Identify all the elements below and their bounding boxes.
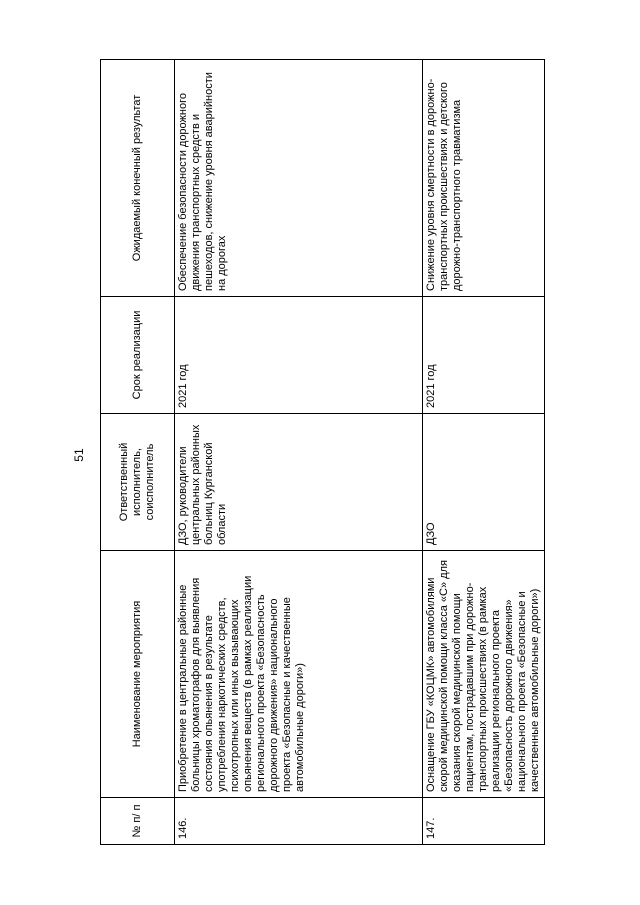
header-num: № п/ п (101, 798, 175, 845)
row-responsible: ДЗО (423, 414, 545, 551)
row-result: Обеспечение безопасности дорожного движения транспортных средств и пешеходов, снижение уровня аварийности на дорогах (175, 60, 423, 297)
header-name: Наименование мероприятия (101, 551, 175, 798)
rotated-table-container (100, 60, 540, 845)
measures-table (100, 59, 545, 845)
row-num: 146. (175, 798, 423, 845)
row-name: Оснащение ГБУ «КОЦМК» автомобилями скорой медицинской помощи класса «С» для оказания скорой медицинской помощи пациентам, пострадавшим при дорожно-транспортных происшествиях (в рамках реализации регионального проекта «Безопасность дорожного движения» национального проекта «Безопасные и качественные автомобильные дороги») (423, 551, 545, 798)
row-term: 2021 год (423, 297, 545, 414)
table-row (175, 60, 423, 845)
row-name: Приобретение в центральные районные больницы хроматографов для выявления состояния опьянения в результате употребления наркотических средств, психотропных или иных вызывающих опьянения веществ (в рамках реализации регионального проекта «Безопасность дорожного движения» национального проекта «Безопасные и качественные автомобильные дороги») (175, 551, 423, 798)
header-result: Ожидаемый конечный результат (101, 60, 175, 297)
header-responsible: Ответственный исполнитель, соисполнитель (101, 414, 175, 551)
table-row (423, 60, 545, 845)
row-responsible: ДЗО, руководители центральных районных больниц Курганской области (175, 414, 423, 551)
row-num: 147. (423, 798, 545, 845)
header-term: Срок реализации (101, 297, 175, 414)
table-header-row (101, 60, 175, 845)
page-number: 51 (72, 448, 86, 462)
row-term: 2021 год (175, 297, 423, 414)
row-result: Снижение уровня смертности в дорожно-транспортных происшествиях и детского дорожно-транспортного травматизма (423, 60, 545, 297)
